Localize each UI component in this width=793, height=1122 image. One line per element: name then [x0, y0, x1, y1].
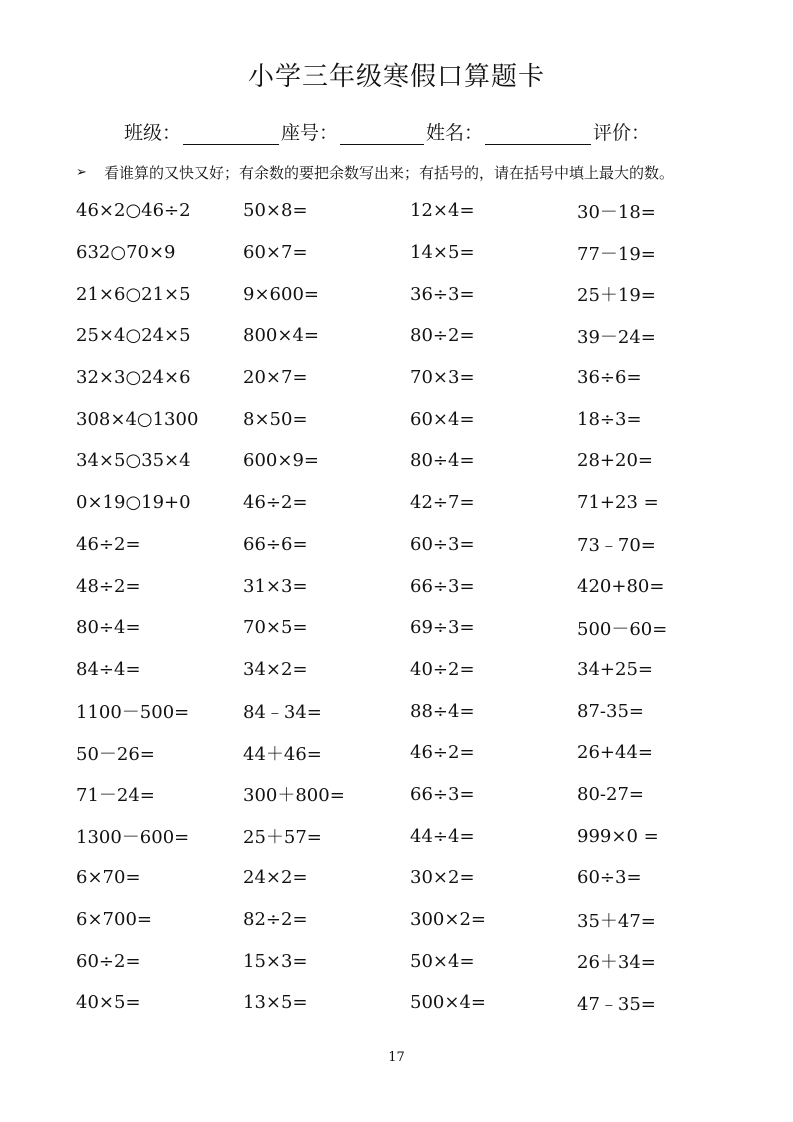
- problem-item: 46÷2=: [76, 533, 141, 555]
- problem-item: 44＋46=: [243, 743, 322, 765]
- problem-item: 50×8=: [243, 200, 308, 222]
- problem-item: 9×600=: [243, 283, 319, 305]
- problem-item: 30－18=: [577, 201, 656, 223]
- problem-item: 8×50=: [243, 408, 308, 430]
- problem-item: 47﹣35=: [577, 993, 656, 1015]
- eval-label: 评价：: [593, 122, 651, 144]
- problem-row: [76, 565, 756, 607]
- arrow-right-icon: ➢: [76, 165, 87, 180]
- problem-item: 88÷4=: [410, 700, 475, 722]
- problem-item: 60÷3=: [577, 867, 642, 889]
- problem-row: [76, 940, 756, 982]
- student-info-row: [124, 118, 650, 145]
- problem-item: 35＋47=: [577, 910, 656, 932]
- problem-item: 42÷7=: [410, 492, 475, 514]
- problem-item: 13×5=: [243, 992, 308, 1014]
- problem-row: [76, 607, 756, 649]
- problem-item: 25＋57=: [243, 827, 322, 849]
- problem-item: 71－24=: [76, 785, 155, 807]
- problem-item: 84÷4=: [76, 658, 141, 680]
- problem-item: 18÷3=: [577, 408, 642, 430]
- problem-item: 800×4=: [243, 325, 319, 347]
- problem-item: 300＋800=: [243, 785, 345, 807]
- problem-item: 82÷2=: [243, 909, 308, 931]
- problem-row: [76, 232, 756, 274]
- problem-item: 46÷2=: [243, 492, 308, 514]
- problem-item: 40×5=: [76, 992, 141, 1014]
- problem-item: 66÷6=: [243, 533, 308, 555]
- problem-row: [76, 524, 756, 566]
- problem-item: 12×4=: [410, 200, 475, 222]
- problem-item: 77－19=: [577, 243, 656, 265]
- problem-item: 70×5=: [243, 617, 308, 639]
- problem-item: 50－26=: [76, 743, 155, 765]
- problem-item: 20×7=: [243, 367, 308, 389]
- problem-item: 60×4=: [410, 408, 475, 430]
- problem-item: 1300－600=: [76, 827, 190, 849]
- problem-item: 25×4○24×5: [76, 325, 191, 347]
- problem-item: 80÷2=: [410, 325, 475, 347]
- problem-item: 600×9=: [243, 450, 319, 472]
- seat-blank[interactable]: [340, 122, 424, 145]
- problem-item: 31×3=: [243, 575, 308, 597]
- problem-item: 308×4○1300: [76, 408, 199, 430]
- class-label: 班级：: [124, 122, 182, 144]
- problem-item: 50×4=: [410, 950, 475, 972]
- class-blank[interactable]: [183, 122, 279, 145]
- problem-row: [76, 774, 756, 816]
- problem-item: 1100－500=: [76, 702, 190, 724]
- problem-row: [76, 190, 756, 232]
- instruction-line: [76, 162, 674, 183]
- problem-row: [76, 273, 756, 315]
- problem-item: 60÷2=: [76, 950, 141, 972]
- problem-item: 46÷2=: [410, 742, 475, 764]
- problem-item: 46×2○46÷2: [76, 200, 191, 222]
- problem-item: 44÷4=: [410, 825, 475, 847]
- problem-item: 73﹣70=: [577, 535, 656, 557]
- instruction-text: 看谁算的又快又好；有余数的要把余数写出来；有括号的，请在括号中填上最大的数。: [104, 164, 675, 182]
- page-title: 小学三年级寒假口算题卡: [247, 62, 545, 92]
- problem-item: 28+20=: [577, 450, 653, 472]
- problem-item: 0×19○19+0: [76, 492, 191, 514]
- problem-item: 40÷2=: [410, 658, 475, 680]
- problem-item: 36÷3=: [410, 283, 475, 305]
- problem-row: [76, 732, 756, 774]
- problem-item: 26+44=: [577, 742, 653, 764]
- problem-item: 15×3=: [243, 950, 308, 972]
- problem-row: [76, 315, 756, 357]
- problem-item: 80÷4=: [76, 617, 141, 639]
- seat-label: 座号：: [281, 122, 339, 144]
- name-blank[interactable]: [485, 122, 591, 145]
- problem-item: 71+23 =: [577, 492, 659, 514]
- problem-item: 84﹣34=: [243, 702, 322, 724]
- problem-item: 34×5○35×4: [76, 450, 191, 472]
- problem-row: [76, 357, 756, 399]
- problem-row: [76, 649, 756, 691]
- problem-row: [76, 482, 756, 524]
- problem-row: [76, 857, 756, 899]
- problem-item: 70×3=: [410, 367, 475, 389]
- problem-item: 87-35=: [577, 700, 644, 722]
- problem-row: [76, 899, 756, 941]
- problem-row: [76, 398, 756, 440]
- problem-item: 66÷3=: [410, 783, 475, 805]
- problem-row: [76, 982, 756, 1024]
- problem-item: 632○70×9: [76, 242, 176, 264]
- problem-grid: [76, 190, 756, 1024]
- problem-item: 420+80=: [577, 575, 665, 597]
- problem-item: 21×6○21×5: [76, 283, 191, 305]
- problem-item: 300×2=: [410, 909, 486, 931]
- problem-item: 500－60=: [577, 618, 668, 640]
- problem-item: 48÷2=: [76, 575, 141, 597]
- problem-item: 66÷3=: [410, 575, 475, 597]
- problem-item: 60÷3=: [410, 533, 475, 555]
- problem-item: 60×7=: [243, 242, 308, 264]
- problem-item: 36÷6=: [577, 367, 642, 389]
- problem-item: 999×0 =: [577, 825, 659, 847]
- problem-row: [76, 440, 756, 482]
- problem-item: 500×4=: [410, 992, 486, 1014]
- problem-item: 25＋19=: [577, 285, 656, 307]
- page-number: 17: [388, 1050, 405, 1065]
- name-label: 姓名：: [426, 122, 484, 144]
- problem-item: 80-27=: [577, 783, 644, 805]
- problem-item: 39－24=: [577, 326, 656, 348]
- problem-item: 6×70=: [76, 867, 141, 889]
- problem-item: 6×700=: [76, 909, 152, 931]
- problem-row: [76, 690, 756, 732]
- problem-item: 34×2=: [243, 658, 308, 680]
- problem-item: 32×3○24×6: [76, 367, 191, 389]
- problem-item: 34+25=: [577, 658, 653, 680]
- problem-item: 14×5=: [410, 242, 475, 264]
- problem-item: 26＋34=: [577, 952, 656, 974]
- problem-item: 69÷3=: [410, 617, 475, 639]
- problem-row: [76, 815, 756, 857]
- problem-item: 24×2=: [243, 867, 308, 889]
- problem-item: 30×2=: [410, 867, 475, 889]
- problem-item: 80÷4=: [410, 450, 475, 472]
